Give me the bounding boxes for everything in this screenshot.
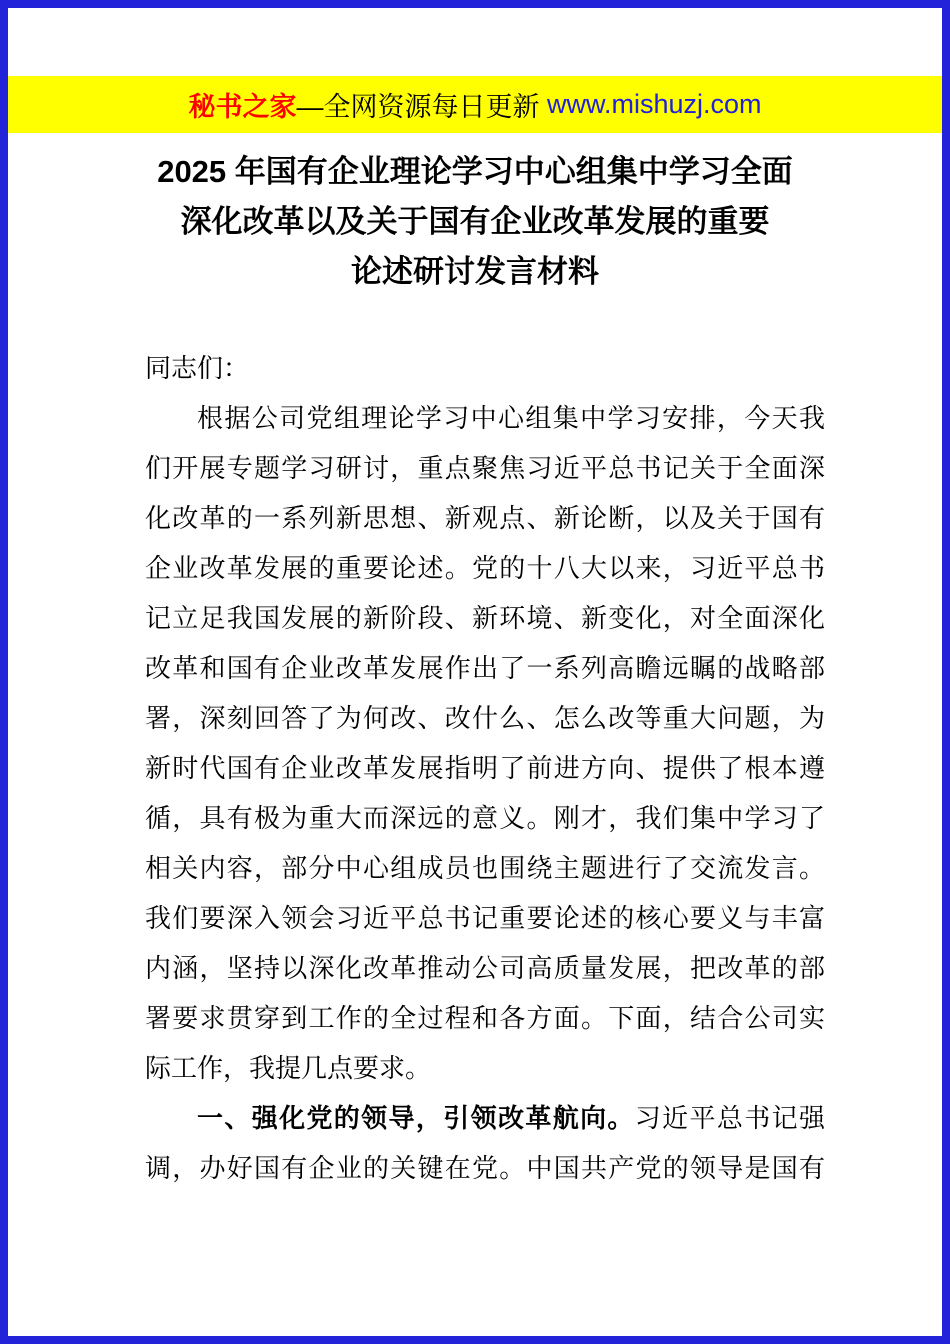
site-name: 秘书之家 bbox=[188, 92, 297, 122]
body-text-line: 根据公司党组理论学习中心组集中学习安排，今天我 bbox=[197, 403, 825, 433]
document-title bbox=[8, 147, 942, 297]
body-text-line: 记立足我国发展的新阶段、新环境、新变化，对全面深化 bbox=[145, 603, 825, 633]
site-url-link[interactable]: www.mishuzj.com bbox=[546, 89, 762, 119]
title-line-3: 论述研讨发言材料 bbox=[351, 254, 599, 289]
body-text-line: 新时代国有企业改革发展指明了前进方向、提供了根本遵 bbox=[145, 753, 825, 783]
body-text-line bbox=[145, 1093, 825, 1143]
salutation: 同志们： bbox=[145, 353, 250, 383]
document-body bbox=[145, 343, 825, 1193]
section-heading: 一、强化党的领导，引领改革航向。 bbox=[197, 1103, 635, 1133]
body-text-line: 际工作，我提几点要求。 bbox=[145, 1053, 432, 1083]
body-text-segment: 习近平总书记强 bbox=[634, 1103, 825, 1133]
body-text-line: 改革和国有企业改革发展作出了一系列高瞻远瞩的战略部 bbox=[145, 653, 825, 683]
body-text-line: 化改革的一系列新思想、新观点、新论断，以及关于国有 bbox=[145, 503, 825, 533]
title-line-1: 2025 年国有企业理论学习中心组集中学习全面 bbox=[157, 154, 793, 189]
body-text-line: 内涵，坚持以深化改革推动公司高质量发展，把改革的部 bbox=[145, 953, 825, 983]
site-header-banner bbox=[8, 76, 942, 133]
body-text-line: 企业改革发展的重要论述。党的十八大以来，习近平总书 bbox=[145, 553, 825, 583]
body-text-line: 循，具有极为重大而深远的意义。刚才，我们集中学习了 bbox=[145, 803, 825, 833]
title-line-2: 深化改革以及关于国有企业改革发展的重要 bbox=[180, 204, 770, 239]
body-text-line: 调，办好国有企业的关键在党。中国共产党的领导是国有 bbox=[145, 1153, 825, 1183]
body-text-line: 们开展专题学习研讨，重点聚焦习近平总书记关于全面深 bbox=[145, 453, 825, 483]
body-text-line: 相关内容，部分中心组成员也围绕主题进行了交流发言。 bbox=[145, 853, 825, 883]
body-text-line: 署要求贯穿到工作的全过程和各方面。下面，结合公司实 bbox=[145, 1003, 825, 1033]
site-tagline: —全网资源每日更新 bbox=[296, 92, 547, 122]
body-text-line: 我们要深入领会习近平总书记重要论述的核心要义与丰富 bbox=[145, 903, 825, 933]
body-text-line: 署，深刻回答了为何改、改什么、怎么改等重大问题，为 bbox=[145, 703, 825, 733]
